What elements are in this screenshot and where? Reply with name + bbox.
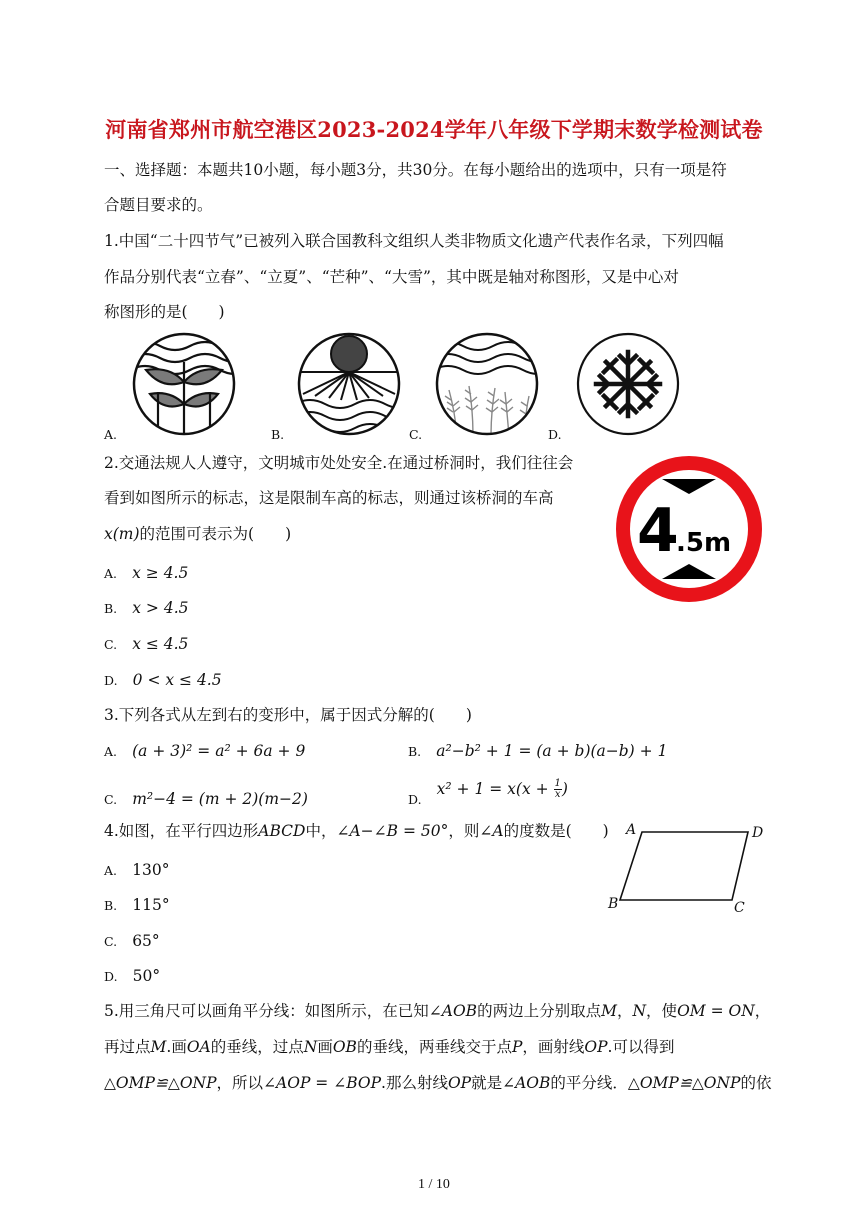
q4-option-c: C. 65° <box>104 932 160 950</box>
q1-line2: 作品分别代表“立春”、“立夏”、“芒种”、“大雪”，其中既是轴对称图形，又是中心对 <box>104 268 679 286</box>
q3-d-fraction: $\frac{1}{x}$ <box>554 778 561 800</box>
q1-image-d <box>576 332 680 436</box>
q2-line2: 看到如图所示的标志，这是限制车高的标志，则通过该桥洞的车高 <box>104 489 554 507</box>
q3-option-b: B. a²−b² + 1 = (a + b)(a−b) + 1 <box>408 742 668 760</box>
q3-option-d: $_{D.}$ x² + 1 = x(x + $\frac{1}{x}$ ) <box>408 778 568 807</box>
section-instruction-line1: 一、选择题：本题共10小题，每小题3分，共30分。在每小题给出的选项中，只有一项是符 <box>104 161 727 179</box>
q1-label-c: C. <box>409 427 423 442</box>
q2-line1: 2.交通法规人人遵守，文明城市处处安全.在通过桥洞时，我们往往会 <box>104 454 574 472</box>
q5-line3: △OMP≌△ONP，所以∠AOP = ∠BOP.那么射线OP就是∠AOB的平分线．△OMP≌△ONP的依 <box>104 1074 772 1092</box>
q1-line3: 称图形的是( ) <box>104 303 225 321</box>
q5-line1: 5.用三角尺可以画角平分线：如图所示，在已知∠AOB的两边上分别取点M，N，使OM = ON， <box>104 1002 771 1020</box>
parallelogram-figure <box>604 820 774 915</box>
sign-small-number: .5m <box>676 528 732 558</box>
q3-option-c: C. m²−4 = (m + 2)(m−2) <box>104 790 308 808</box>
q1-label-a: A. <box>104 427 118 442</box>
q4-option-b: B. 115° <box>104 896 170 914</box>
height-limit-sign <box>616 456 762 602</box>
vertex-d: D <box>752 825 764 841</box>
parallelogram-shape <box>620 832 748 900</box>
q1-line1: 1.中国“二十四节气”已被列入联合国教科文组织人类非物质文化遗产代表作名录，下列四幅 <box>104 232 724 250</box>
q2-option-b: B. x > 4.5 <box>104 599 189 617</box>
q4-option-a: A. 130° <box>104 861 170 879</box>
sign-big-number: 4 <box>637 496 679 566</box>
vertex-b: B <box>608 896 619 912</box>
q3-stem: 3.下列各式从左到右的变形中，属于因式分解的( ) <box>104 706 472 724</box>
q1-label-b: B. <box>271 427 285 442</box>
q1-image-a <box>132 332 236 436</box>
q2-option-d: D. 0 < x ≤ 4.5 <box>104 671 222 689</box>
q4-option-d: D. 50° <box>104 967 161 985</box>
page-title: 河南省郑州市航空港区2023-2024学年八年级下学期末数学检测试卷 <box>105 117 763 142</box>
q1-image-c <box>435 332 539 436</box>
q2-line3: x(m)的范围可表示为( ) <box>104 525 292 543</box>
q2-option-a: A. x ≥ 4.5 <box>104 564 189 582</box>
vertex-a: A <box>626 822 637 838</box>
q3-option-a: A. (a + 3)² = a² + 6a + 9 <box>104 742 306 760</box>
page-number: 1 / 10 <box>418 1177 450 1192</box>
q1-label-d: D. <box>548 427 562 442</box>
q5-line2: 再过点M.画OA的垂线，过点N画OB的垂线，两垂线交于点P，画射线OP.可以得到 <box>104 1038 675 1056</box>
section-instruction-line2: 合题目要求的。 <box>104 196 213 214</box>
q4-stem: 4.如图，在平行四边形ABCD中，∠A−∠B = 50°，则∠A的度数是( ) <box>104 822 609 840</box>
q2-option-c: C. x ≤ 4.5 <box>104 635 189 653</box>
q1-image-b <box>297 332 401 436</box>
vertex-c: C <box>734 900 745 916</box>
